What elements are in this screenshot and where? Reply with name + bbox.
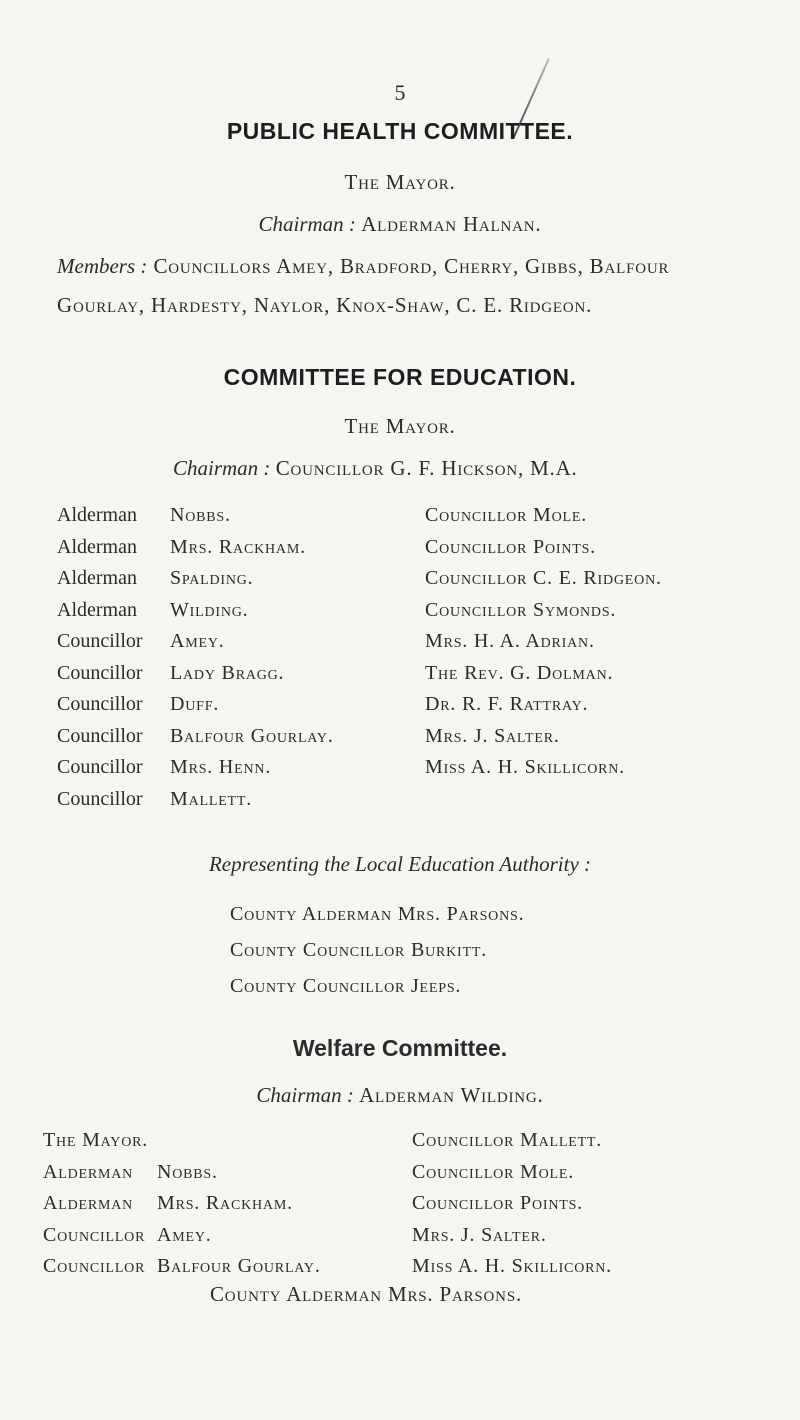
education-chairman	[173, 456, 578, 481]
list-item: Mrs. J. Salter.	[425, 724, 560, 747]
welfare-left-names	[157, 1125, 321, 1283]
lea-label: Representing the Local Education Authority :	[208, 852, 592, 876]
list-item: The Mayor.	[43, 1129, 149, 1151]
list-item: Councillor	[43, 1223, 146, 1246]
list-item: Mrs. Henn.	[170, 756, 272, 778]
welfare-left-titles	[43, 1125, 148, 1283]
education-left-names	[170, 500, 334, 815]
list-item: Councillor	[43, 1255, 146, 1277]
education-heading: COMMITTEE FOR EDUCATION.	[223, 364, 577, 390]
list-item: County Alderman Mrs. Parsons.	[230, 903, 525, 925]
chairman-label: Chairman :	[173, 456, 271, 480]
list-item: Mrs. Rackham.	[170, 535, 306, 558]
list-item	[157, 1125, 321, 1157]
list-item: Councillor	[57, 756, 143, 778]
welfare-chairman	[0, 1083, 800, 1108]
list-item: Alderman	[43, 1160, 134, 1183]
chairman-label: Chairman :	[258, 212, 356, 236]
list-item: Alderman	[57, 535, 137, 558]
page-number: 5	[394, 80, 406, 105]
list-item: Amey.	[157, 1223, 212, 1246]
chairman-name: Alderman Wilding.	[359, 1083, 544, 1107]
list-item: Councillor Symonds.	[425, 598, 617, 621]
list-item: Alderman	[57, 598, 137, 621]
list-item: Councillor Mole.	[425, 504, 588, 526]
education-right-column	[425, 500, 662, 784]
list-item: Dr. R. F. Rattray.	[425, 693, 589, 715]
chairman-label: Chairman :	[256, 1083, 354, 1107]
list-item: Miss A. H. Skillicorn.	[412, 1255, 612, 1277]
list-item: Amey.	[170, 630, 225, 652]
list-item: Balfour Gourlay.	[170, 724, 334, 747]
public-health-members-line1	[57, 254, 669, 279]
list-item: Mrs. Rackham.	[157, 1192, 293, 1214]
welfare-heading: Welfare Committee.	[292, 1035, 508, 1061]
list-item: The Rev. G. Dolman.	[425, 661, 614, 684]
list-item: Balfour Gourlay.	[157, 1255, 321, 1277]
chairman-name: Alderman Halnan.	[361, 212, 542, 236]
chairman-name: Councillor G. F. Hickson, M.A.	[275, 456, 578, 480]
list-item: Alderman	[43, 1192, 134, 1214]
list-item: Councillor Points.	[425, 535, 596, 558]
public-health-mayor: The Mayor.	[344, 170, 456, 194]
list-item: Councillor	[57, 693, 143, 715]
list-item: Councillor	[57, 787, 143, 810]
list-item: Mrs. H. A. Adrian.	[425, 630, 595, 652]
list-item: Wilding.	[170, 598, 249, 621]
public-health-members-line2: Gourlay, Hardesty, Naylor, Knox-Shaw, C. E. Ridgeon.	[57, 293, 593, 317]
public-health-heading: PUBLIC HEALTH COMMITTEE.	[226, 118, 574, 144]
list-item: Spalding.	[170, 567, 254, 589]
list-item: Councillor	[57, 630, 143, 652]
list-item: Councillor Points.	[412, 1192, 583, 1214]
list-item: Councillor	[57, 724, 143, 747]
welfare-last-member: County Alderman Mrs. Parsons.	[210, 1282, 523, 1306]
list-item: Alderman	[57, 504, 137, 526]
list-item: Nobbs.	[170, 504, 231, 526]
education-mayor: The Mayor.	[344, 414, 456, 438]
list-item: Councillor Mallett.	[412, 1129, 603, 1151]
list-item: Nobbs.	[157, 1160, 218, 1183]
welfare-right-column	[412, 1125, 612, 1283]
list-item: Councillor	[57, 661, 143, 684]
lea-list	[230, 896, 524, 1004]
list-item: Mrs. J. Salter.	[412, 1223, 547, 1246]
list-item: Lady Bragg.	[170, 661, 285, 684]
members-line1: Councillors Amey, Bradford, Cherry, Gibbs, Balfour	[153, 254, 670, 278]
list-item: Mallett.	[170, 787, 253, 810]
list-item: Alderman	[57, 567, 137, 589]
members-label: Members :	[57, 254, 148, 278]
public-health-chairman	[0, 212, 800, 237]
list-item: County Councillor Burkitt.	[230, 939, 488, 961]
list-item: Councillor Mole.	[412, 1160, 575, 1183]
list-item: Miss A. H. Skillicorn.	[425, 756, 625, 778]
education-left-titles	[57, 500, 143, 815]
list-item: County Councillor Jeeps.	[230, 975, 462, 997]
list-item: Duff.	[170, 693, 220, 715]
list-item: Councillor C. E. Ridgeon.	[425, 567, 662, 589]
